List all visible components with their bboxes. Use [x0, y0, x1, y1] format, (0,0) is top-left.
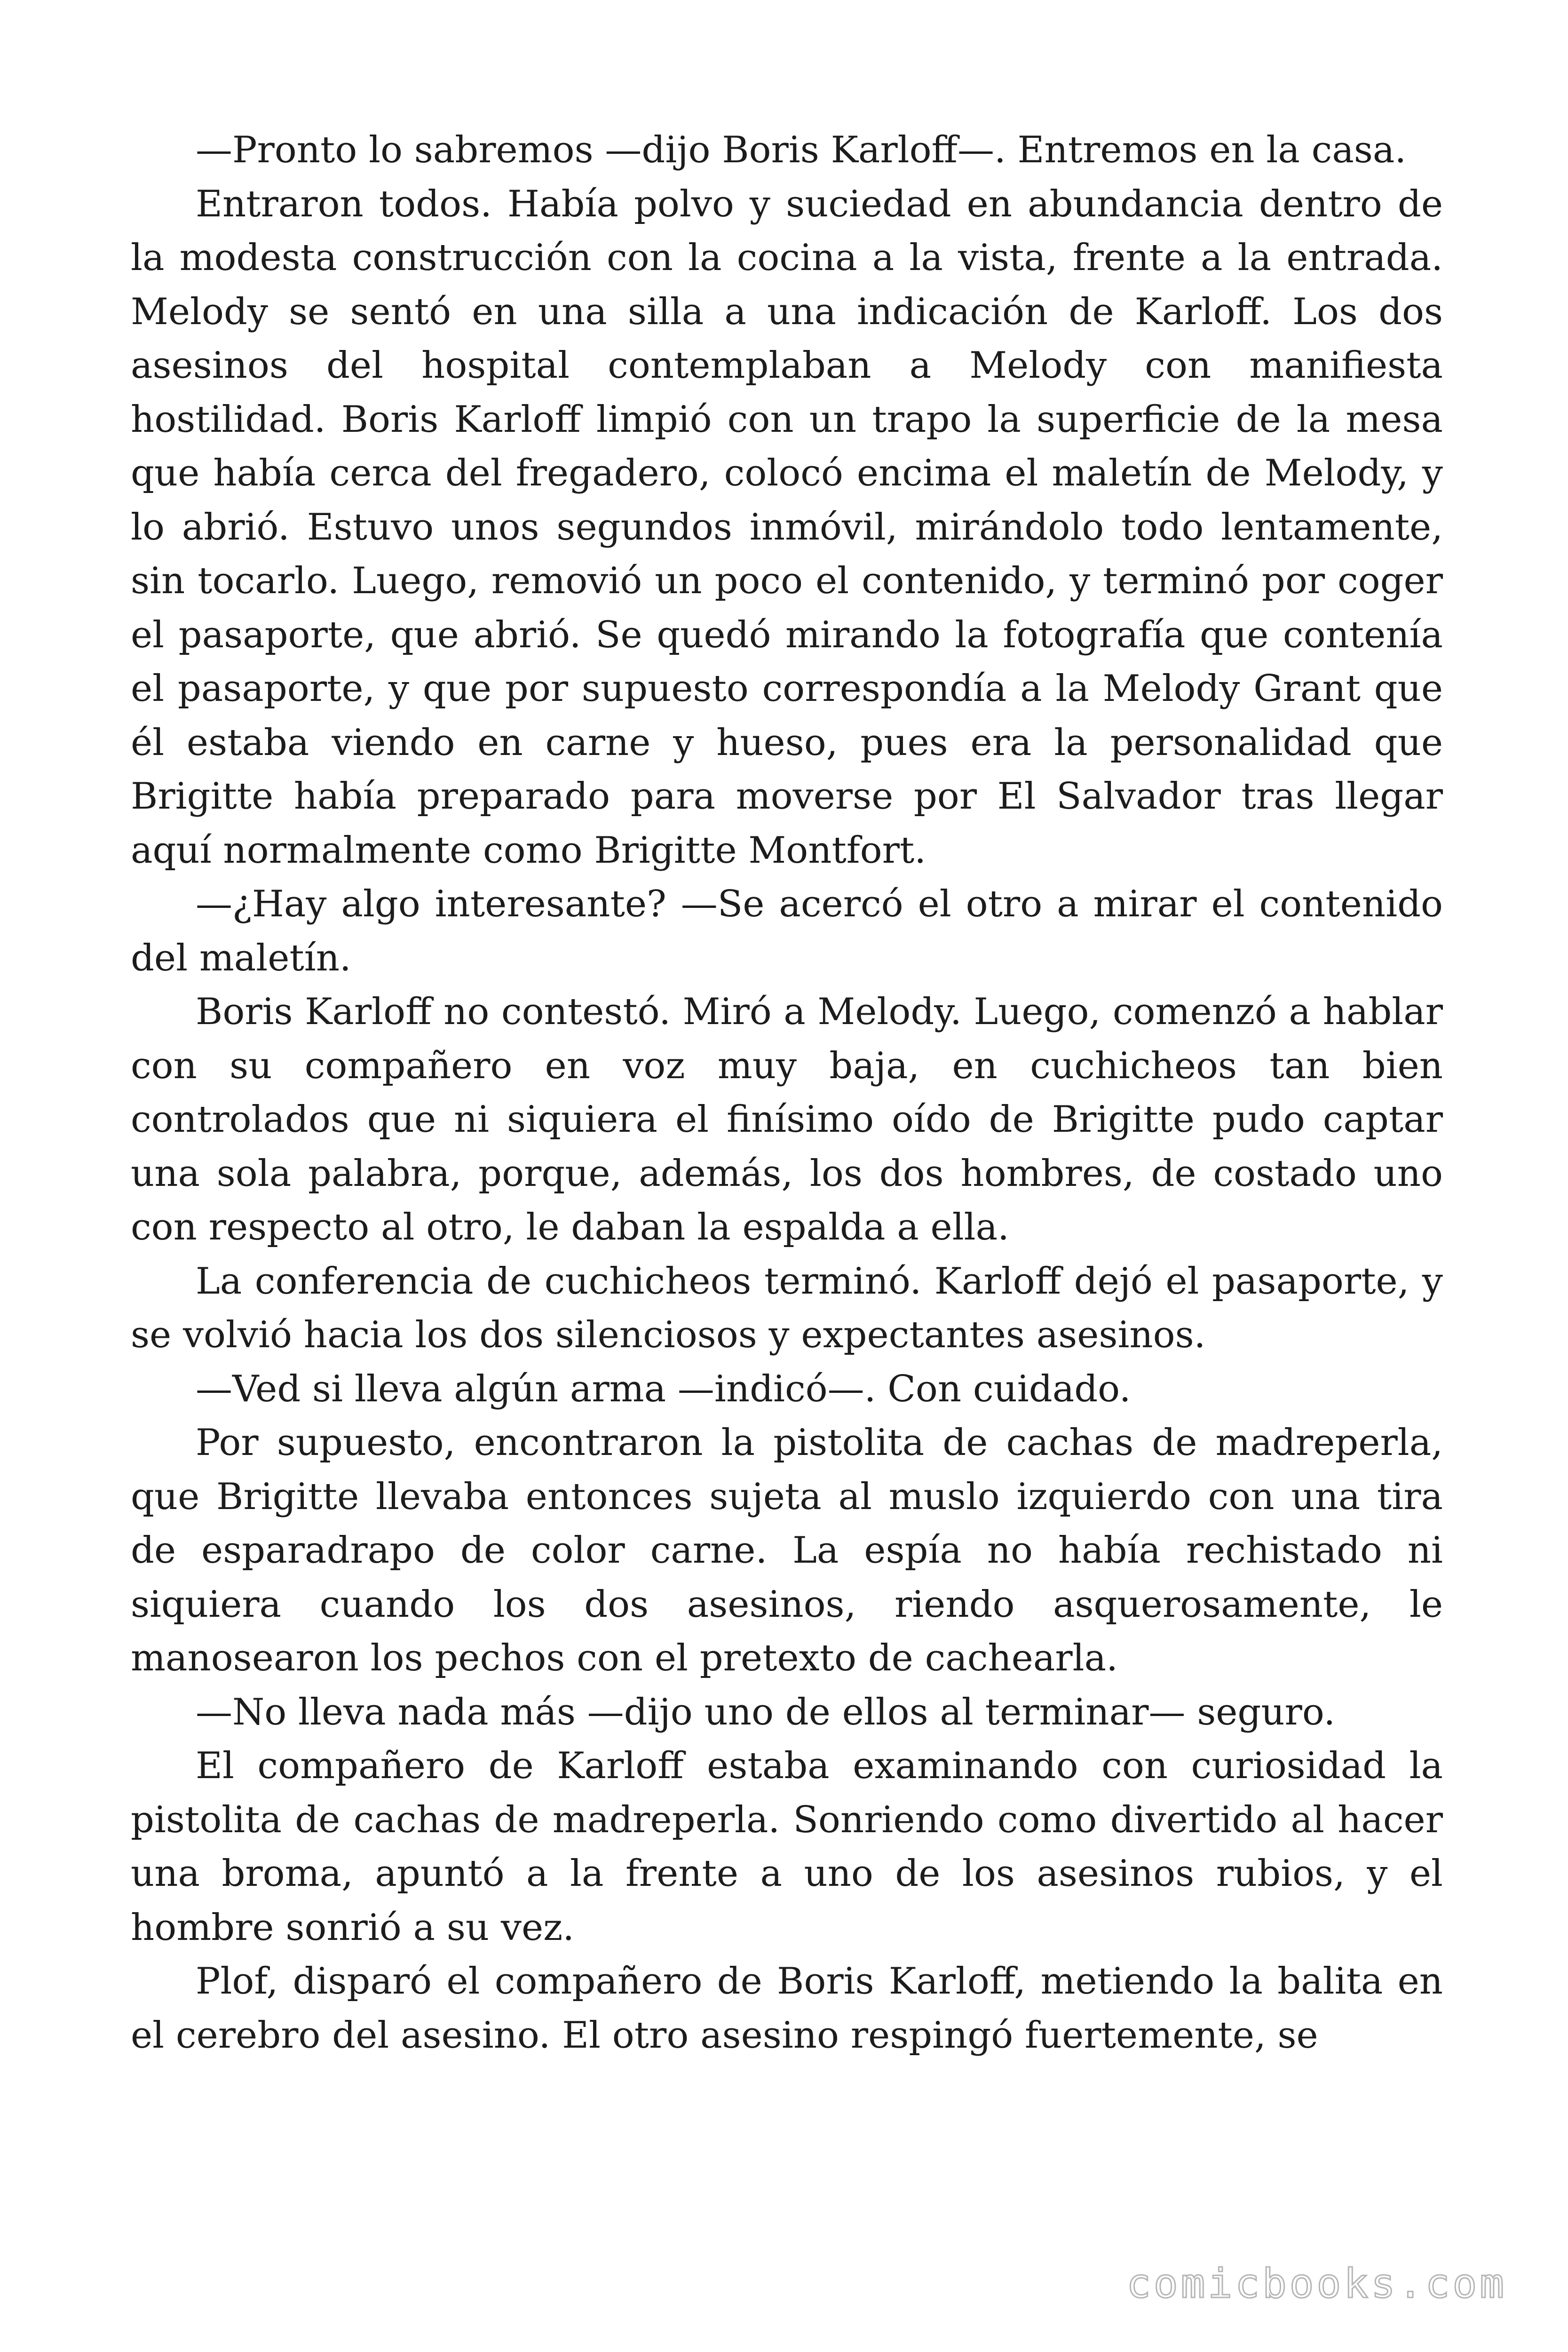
paragraph-8: —No lleva nada más —dijo uno de ellos al terminar— seguro.: [196, 1691, 1336, 1733]
paragraph-3: —¿Hay algo interesante? —Se acercó el otro a mirar el contenido del maletín.: [131, 883, 1443, 979]
paragraph-1: —Pronto lo sabremos —dijo Boris Karloff—. Entremos en la casa.: [196, 129, 1407, 171]
paragraph-10: Plof, disparó el compañero de Boris Karloff, metiendo la balita en el cerebro del asesino. El otro asesino respingó fuertemente, se: [131, 1960, 1443, 2057]
paragraph-5: La conferencia de cuchicheos terminó. Karloff dejó el pasaporte, y se volvió hacia los dos silenciosos y expectantes asesinos.: [131, 1260, 1443, 1356]
book-page-text: [131, 123, 1443, 2062]
paragraph-6: —Ved si lleva algún arma —indicó—. Con cuidado.: [196, 1367, 1131, 1410]
paragraph-2: Entraron todos. Había polvo y suciedad en abundancia dentro de la modesta construcción con la cocina a la vista, frente a la entrada. Melody se sentó en una silla a una indicación de Karloff. Los dos asesinos del hospital contemplaban a Melody con manifiesta hostilidad. Boris Karloff limpió con un trapo la superficie de la mesa que había cerca del fregadero, colocó encima el maletín de Melody, y lo abrió. Estuvo unos segundos inmóvil, mirándolo todo lentamente, sin tocarlo. Luego, removió un poco el contenido, y terminó por coger el pasaporte, que abrió. Se quedó mirando la fotografía que contenía el pasaporte, y que por supuesto correspondía a la Melody Grant que él estaba viendo en carne y hueso, pues era la personalidad que Brigitte había preparado para moverse por El Salvador tras llegar aquí normalmente como Brigitte Montfort.: [131, 183, 1443, 872]
paragraph-9: El compañero de Karloff estaba examinando con curiosidad la pistolita de cachas de madreperla. Sonriendo como divertido al hacer una broma, apuntó a la frente a uno de los asesinos rubios, y el hombre sonrió a su vez.: [131, 1745, 1443, 1949]
watermark-logo: comicbooks.com: [1126, 2260, 1507, 2307]
paragraph-7: Por supuesto, encontraron la pistolita de cachas de madreperla, que Brigitte llevaba entonces sujeta al muslo izquierdo con una tira de esparadrapo de color carne. La espía no había rechistado ni siquiera cuando los dos asesinos, riendo asquerosamente, le manosearon los pechos con el pretexto de cachearla.: [131, 1422, 1443, 1679]
paragraph-4: Boris Karloff no contestó. Miró a Melody. Luego, comenzó a hablar con su compañero en voz muy baja, en cuchicheos tan bien controlados que ni siquiera el finísimo oído de Brigitte pudo captar una sola palabra, porque, además, los dos hombres, de costado uno con respecto al otro, le daban la espalda a ella.: [131, 991, 1443, 1248]
